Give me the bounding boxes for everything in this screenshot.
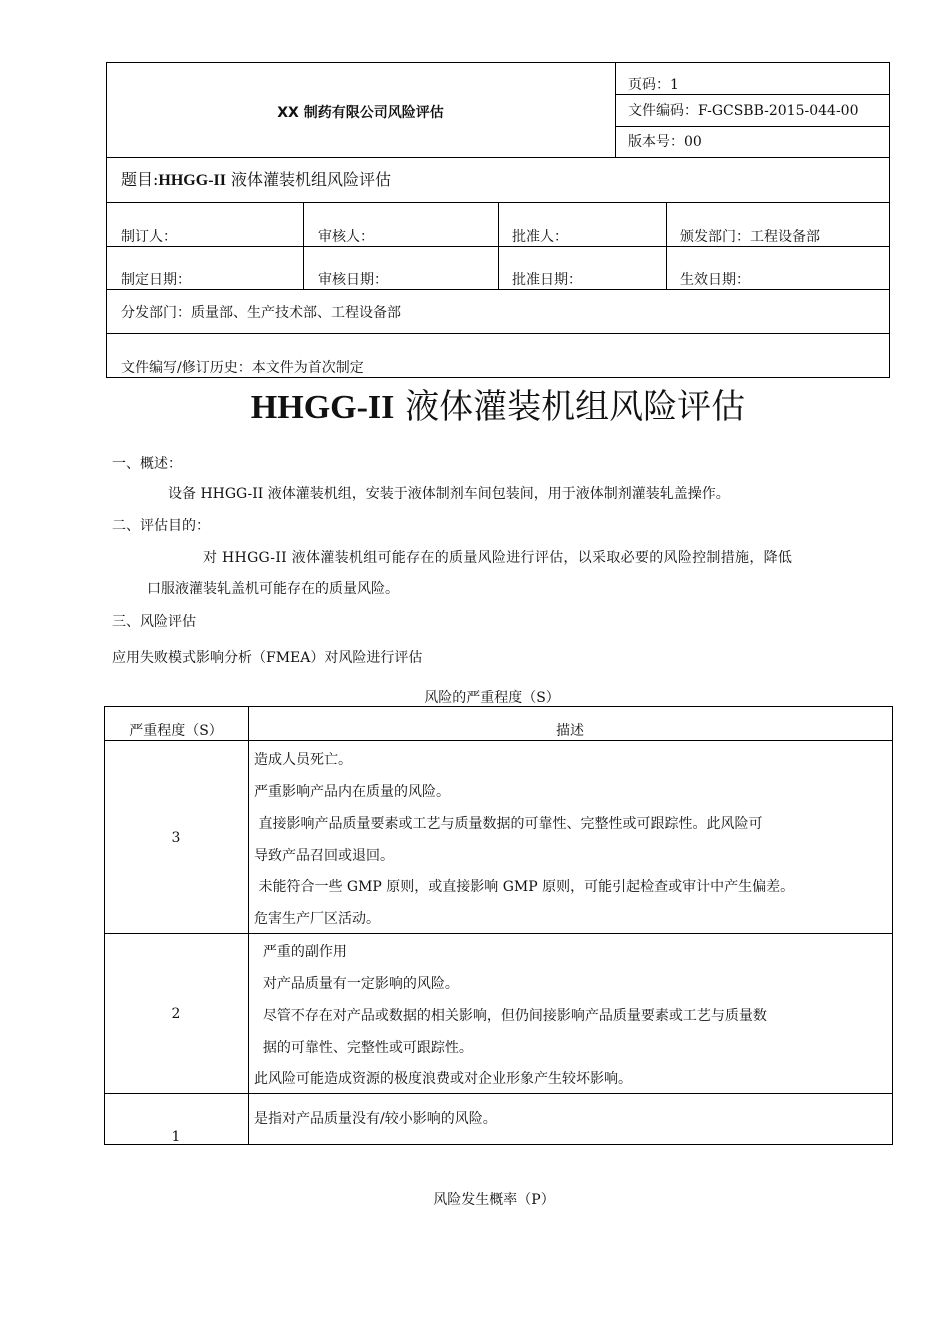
company-title: XX 制药有限公司风险评估 (277, 105, 444, 121)
subject-code: HHGG-II (158, 172, 226, 189)
severity-level-2: 2 (171, 1006, 181, 1022)
section-1-heading: 一、概述： (112, 456, 182, 472)
severity-1-line-1: 是指对产品质量没有/较小影响的风险。 (254, 1111, 497, 1127)
section-1-body: 设备 HHGG-II 液体灌装机组，安装于液体制剂车间包装间，用于液体制剂灌装轧盖操作。 (168, 486, 730, 502)
version-number: 版本号：00 (628, 134, 702, 150)
severity-2-line-5: 此风险可能造成资源的极度浪费或对企业形象产生较坏影响。 (254, 1071, 632, 1087)
severity-2-line-3: 尽管不存在对产品或数据的相关影响，但仍间接影响产品质量要素或工艺与质量数 (254, 1008, 767, 1024)
severity-2-line-4: 据的可靠性、完整性或可跟踪性。 (254, 1040, 473, 1056)
review-date-label: 审核日期： (318, 272, 388, 288)
reviewer-label: 审核人： (318, 229, 374, 245)
severity-3-line-2: 严重影响产品内在质量的风险。 (254, 784, 450, 800)
approve-date-label: 批准日期： (512, 272, 582, 288)
subject-line (121, 171, 391, 190)
severity-table-caption: 风险的严重程度（S） (424, 690, 560, 706)
document-code: 文件编码：F-GCSBB-2015-044-00 (628, 103, 859, 119)
section-3-body: 应用失败模式影响分析（FMEA）对风险进行评估 (112, 650, 423, 666)
severity-3-line-1: 造成人员死亡。 (254, 752, 352, 768)
probability-table-caption: 风险发生概率（P） (433, 1192, 555, 1208)
severity-3-line-4: 导致产品召回或退回。 (254, 848, 394, 864)
revision-history: 文件编写/修订历史：本文件为首次制定 (121, 360, 364, 376)
page-number: 页码：1 (628, 77, 679, 93)
section-2-body-line1: 对 HHGG-II 液体灌装机组可能存在的质量风险进行评估，以采取必要的风险控制措施，降低 (203, 550, 793, 566)
severity-level-3: 3 (171, 830, 181, 846)
subject-prefix: 题目: (121, 170, 159, 189)
section-2-body-line2: 口服液灌装轧盖机可能存在的质量风险。 (147, 581, 399, 597)
severity-2-line-1: 严重的副作用 (254, 944, 347, 960)
severity-3-line-5: 未能符合一些 GMP 原则，或直接影响 GMP 原则，可能引起检查或审计中产生偏差。 (254, 879, 795, 895)
severity-2-line-2: 对产品质量有一定影响的风险。 (254, 976, 459, 992)
title-code: HHGG-II (250, 389, 395, 426)
section-2-heading: 二、评估目的： (112, 518, 210, 534)
drafter-label: 制订人： (121, 229, 177, 245)
document-title (0, 386, 950, 429)
draft-date-label: 制定日期： (121, 272, 191, 288)
distribution-departments: 分发部门：质量部、生产技术部、工程设备部 (121, 305, 401, 321)
column-header-severity: 严重程度（S） (129, 723, 223, 739)
severity-level-1: 1 (171, 1129, 181, 1145)
issuing-department: 颁发部门：工程设备部 (680, 229, 820, 245)
approver-label: 批准人： (512, 229, 568, 245)
subject-text: 液体灌装机组风险评估 (225, 170, 392, 189)
column-header-description: 描述 (556, 723, 584, 739)
section-3-heading: 三、风险评估 (112, 614, 196, 630)
severity-3-line-3: 直接影响产品质量要素或工艺与质量数据的可靠性、完整性或可跟踪性。此风险可 (254, 816, 763, 832)
effective-date-label: 生效日期： (680, 272, 750, 288)
title-text: 液体灌装机组风险评估 (394, 387, 746, 427)
severity-3-line-6: 危害生产厂区活动。 (254, 911, 380, 927)
